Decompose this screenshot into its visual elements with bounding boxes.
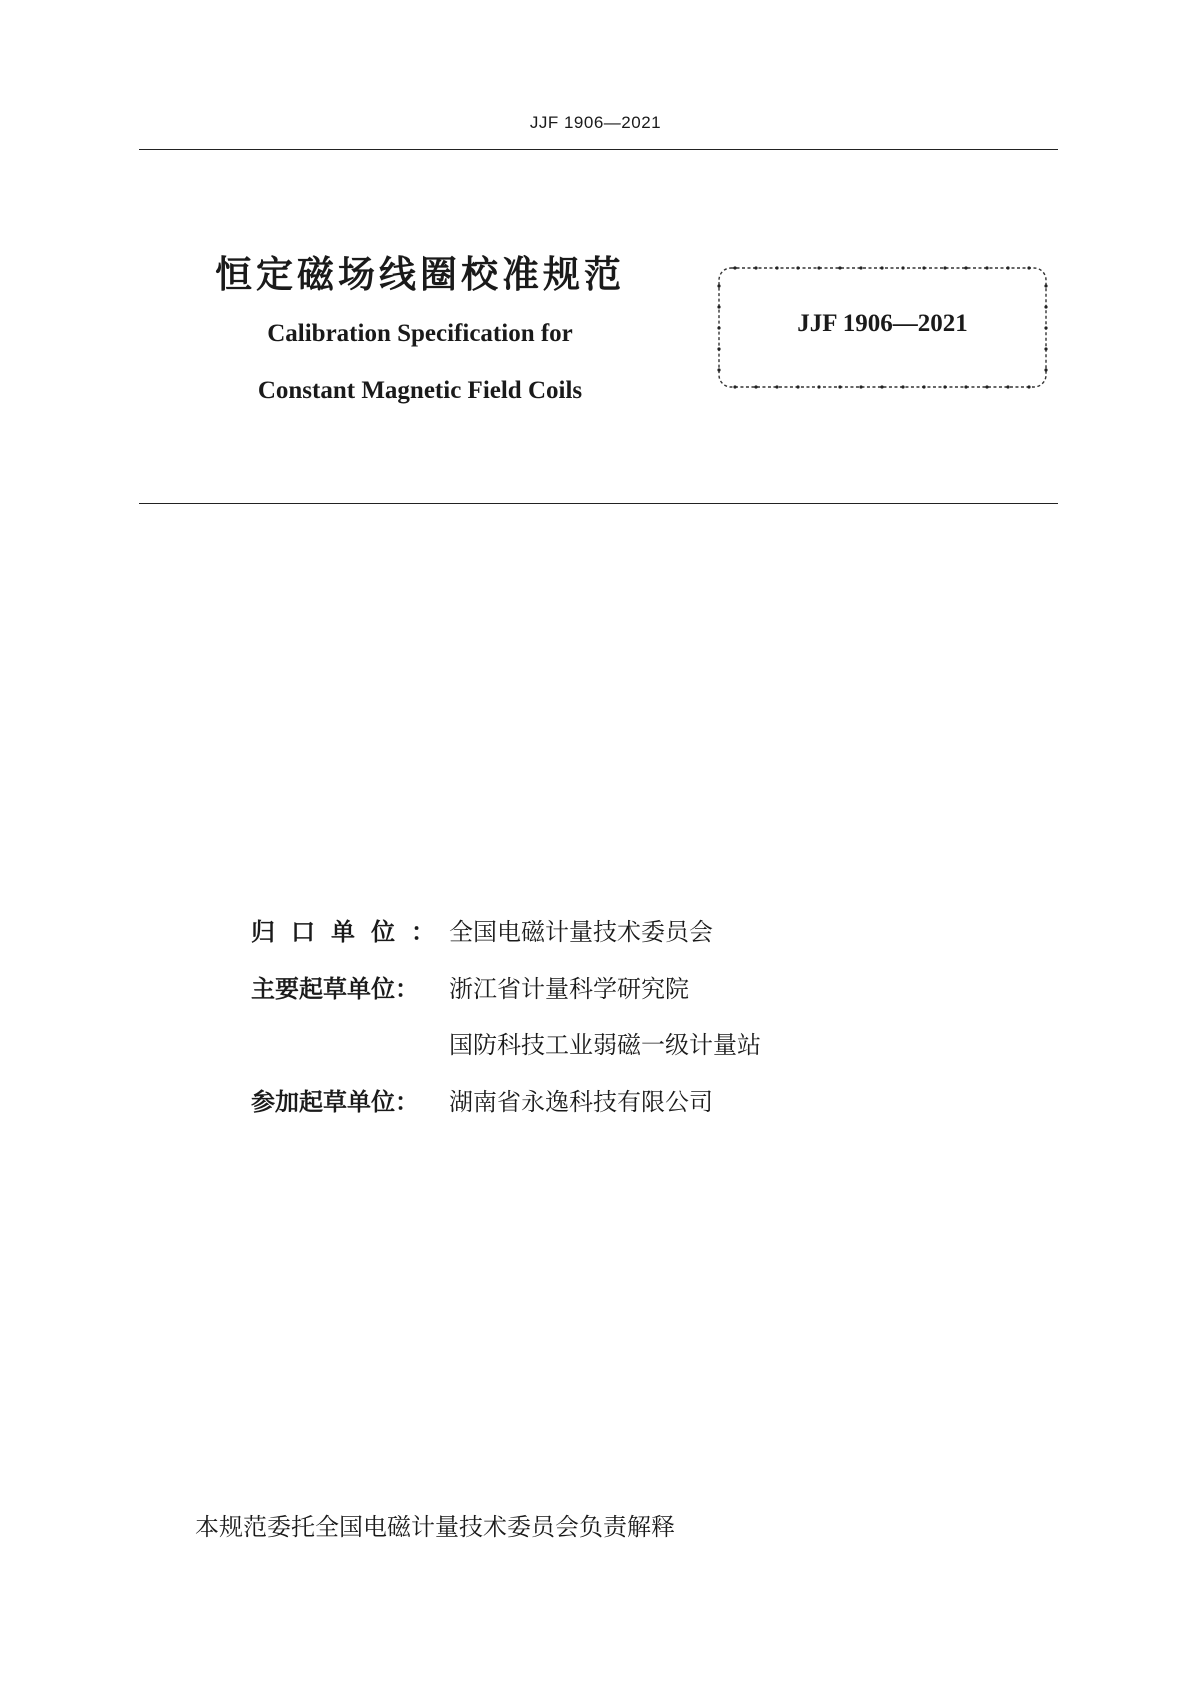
border-dot [817,385,820,388]
border-dot [733,385,736,388]
border-dot [922,385,925,388]
info-value: 国防科技工业弱磁一级计量站 [449,1031,761,1059]
title-english-line-2: Constant Magnetic Field Coils [257,377,583,404]
header-standard-code: JJF 1906—2021 [529,113,662,132]
border-dot [922,266,925,269]
border-dot [717,284,720,287]
border-dot [1027,266,1030,269]
stamp-standard-code: JJF 1906—2021 [797,310,968,337]
border-dot [901,385,904,388]
border-dot [775,385,778,388]
border-dot [880,266,883,269]
border-dot [1044,305,1047,308]
border-dot [1044,368,1047,371]
border-dot [733,266,736,269]
info-value: 浙江省计量科学研究院 [449,975,689,1003]
border-dot [717,368,720,371]
title-divider [139,503,1058,504]
border-dot [838,385,841,388]
border-dot [1044,347,1047,350]
info-row-main-drafting-unit [251,969,689,1009]
title-english-line-1: Calibration Specification for [267,320,573,347]
border-dot [796,385,799,388]
info-label: 归口单位： [251,918,451,946]
info-value: 湖南省永逸科技有限公司 [449,1088,713,1116]
border-dot [985,385,988,388]
border-dot [859,266,862,269]
info-row-main-drafting-unit-2 [251,1025,761,1065]
border-dot [943,266,946,269]
border-dot [964,266,967,269]
info-label: 参加起草单位： [251,1088,419,1116]
info-value: 全国电磁计量技术委员会 [449,918,713,946]
title-chinese: 恒定磁场线圈校准规范 [215,253,625,296]
interpretation-note: 本规范委托全国电磁计量技术委员会负责解释 [195,1513,675,1541]
border-dot [901,266,904,269]
header-divider [139,149,1058,150]
border-dot [1027,385,1030,388]
border-dot [943,385,946,388]
border-dot [775,266,778,269]
border-dot [717,305,720,308]
border-dot [859,385,862,388]
info-row-responsible-unit [251,912,713,952]
info-row-participating-unit [251,1082,713,1122]
border-dot [964,385,967,388]
border-dot [1006,385,1009,388]
border-dot [1006,266,1009,269]
standard-code-frame [715,264,1050,391]
border-dot [717,347,720,350]
border-dot [817,266,820,269]
info-label: 主要起草单位： [251,975,419,1003]
border-dot [1044,284,1047,287]
border-dot [754,385,757,388]
border-dot [880,385,883,388]
border-dot [796,266,799,269]
border-dot [754,266,757,269]
border-dot [985,266,988,269]
border-dot [838,266,841,269]
